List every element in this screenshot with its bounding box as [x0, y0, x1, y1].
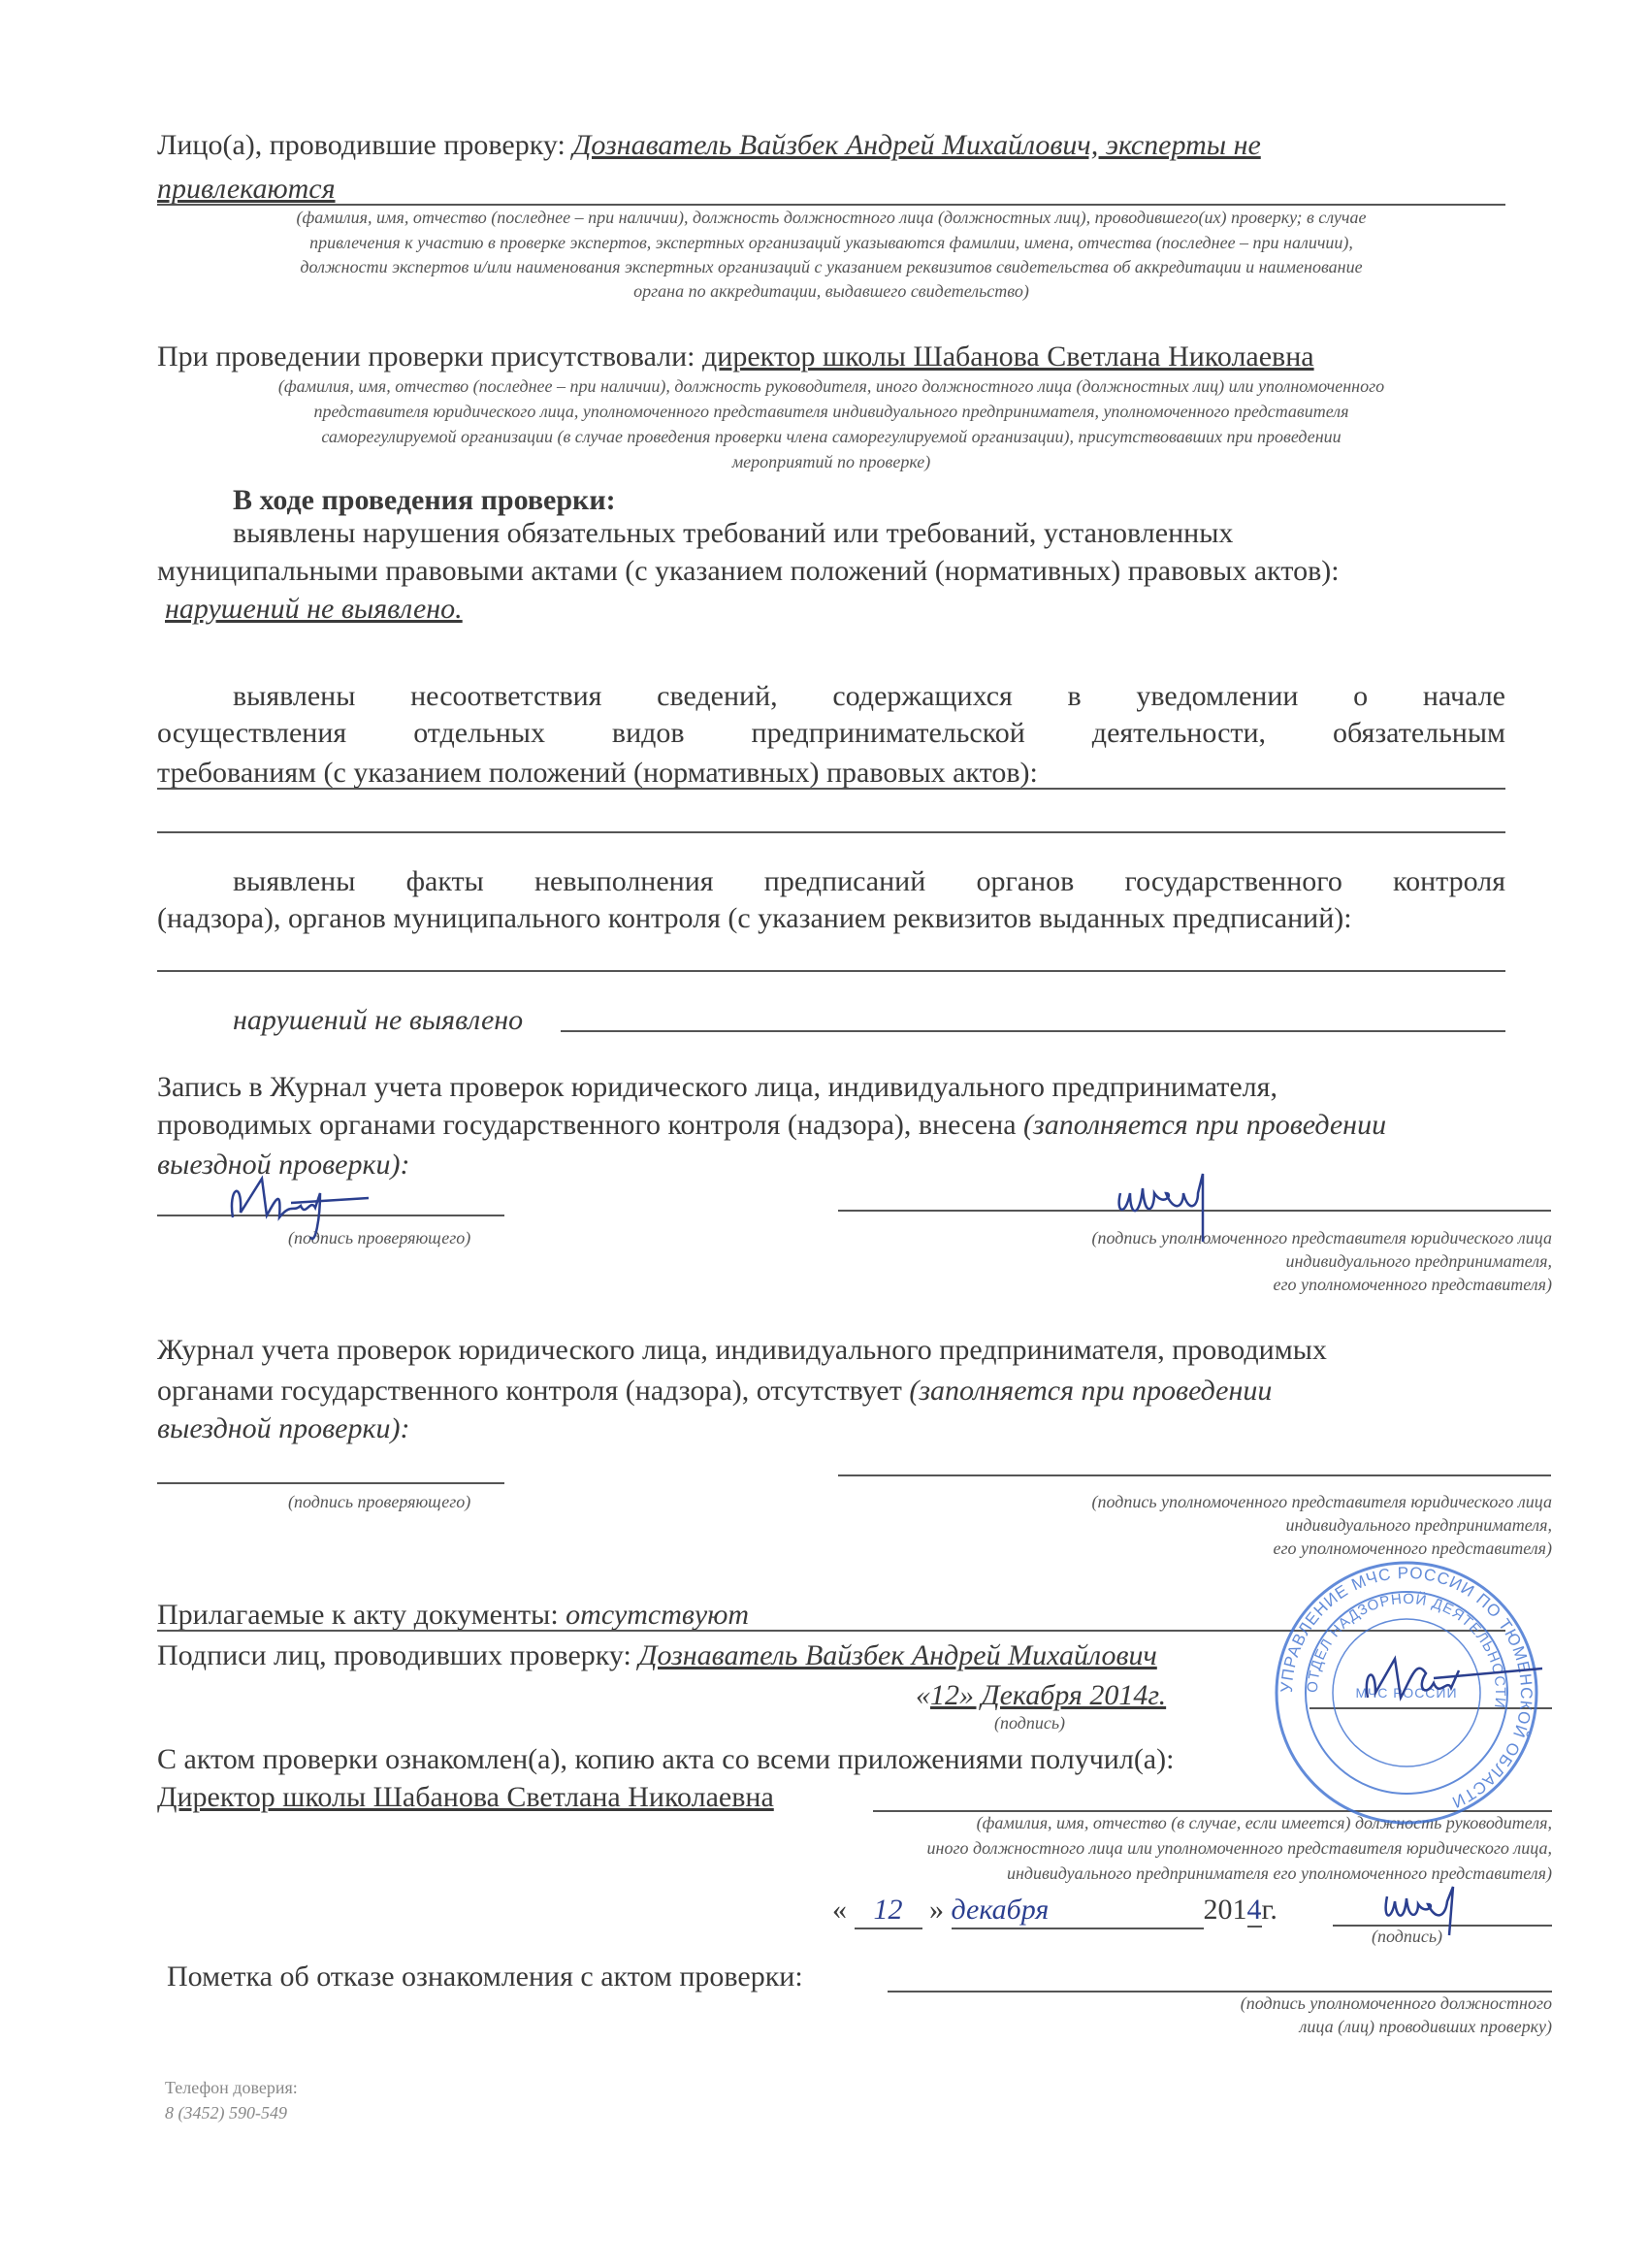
journal-absent-line-2: [157, 1374, 1272, 1409]
inspector-caption: (подпись проверяющего): [288, 1492, 471, 1511]
inspector-caption: (подпись проверяющего): [288, 1228, 471, 1247]
violations-line-2: муниципальными правовыми актами (с указанием положений (нормативных) правовых актов):: [157, 555, 1340, 587]
ack-hint-2: иного должностного лица или уполномоченного представителя юридического лица,: [926, 1838, 1552, 1858]
mismatch-line-2: осуществления отдельных видов предпринимательской деятельности, обязательным: [157, 717, 1505, 749]
journal-entry-note: (заполняется при проведении: [1023, 1109, 1387, 1141]
inspector-signature: [223, 1159, 436, 1256]
stamp-inner-text: ОТДЕЛ НАДЗОРНОЙ ДЕЯТЕЛЬНОСТИ: [1304, 1590, 1509, 1710]
orders-line-2: (надзора), органов муниципального контроля (с указанием реквизитов выданных предписаний):: [157, 902, 1352, 934]
present-value: директор школы Шабанова Светлана Николаевна: [702, 340, 1314, 373]
journal-entry-line-2: [157, 1108, 1386, 1143]
ack-year: 201: [1203, 1894, 1247, 1926]
attachments-row: [157, 1598, 749, 1633]
ack-caption: (подпись): [1372, 1927, 1443, 1946]
attachments-value: отсутствуют: [566, 1599, 750, 1631]
ack-hint-1: (фамилия, имя, отчество (в случае, если имеется) должность руководителя,: [976, 1813, 1552, 1832]
quote: «: [832, 1894, 847, 1926]
inspectors-hint-1: (фамилия, имя, отчество (последнее – при наличии), должность должностного лица (должностных лиц), проводившего(их) проверку; в случае: [296, 208, 1367, 227]
violations-value: нарушений не выявлено.: [165, 593, 463, 625]
underline: [157, 788, 1505, 790]
inspectors-label: Лицо(а), проводившие проверку:: [157, 129, 566, 161]
date-day: 12: [930, 1679, 959, 1711]
refusal-caption-2: лица (лиц) проводивших проверку): [1299, 2017, 1552, 2036]
ack-year-g: г.: [1261, 1894, 1277, 1926]
rep-caption-1: (подпись уполномоченного представителя юридического лица: [1091, 1492, 1552, 1511]
date-rest: » Декабря 2014г.: [959, 1679, 1167, 1711]
rep-caption-2: индивидуального предпринимателя,: [1285, 1251, 1552, 1271]
inspector-signature-final: [1358, 1639, 1552, 1736]
signatures-row: [157, 1638, 1157, 1673]
hotline-phone: 8 (3452) 590-549: [165, 2103, 287, 2122]
present-hint-2: представителя юридического лица, уполномоченного представителя индивидуального предпринимателя, уполномоченного представителя: [313, 402, 1349, 421]
ack-hint-3: индивидуального предпринимателя его уполномоченного представителя): [1006, 1863, 1552, 1883]
stamp-center-text: МЧС РОССИИ: [1355, 1685, 1458, 1701]
rep-caption-2: индивидуального предпринимателя,: [1285, 1515, 1552, 1535]
stamp-outer-text: УПРАВЛЕНИЕ МЧС РОССИИ ПО ТЮМЕНСКОЙ ОБЛАСТИ: [1277, 1563, 1536, 1812]
journal-absent-note: (заполняется при проведении: [909, 1375, 1273, 1407]
ack-year-digit: 4: [1246, 1894, 1262, 1926]
quote: »: [929, 1894, 944, 1926]
present-hint-1: (фамилия, имя, отчество (последнее – при наличии), должность руководителя, иного должностного лица (должностных лиц) или уполномоченного: [277, 376, 1385, 396]
underline: [157, 831, 1505, 833]
present-hint-3: саморегулируемой организации (в случае проведения проверки члена саморегулируемой организации), присутствовавших при проведении: [321, 427, 1342, 446]
ack-day: 12: [855, 1893, 922, 1929]
signatures-date: [916, 1678, 1166, 1713]
violations-line-1: выявлены нарушения обязательных требований или требований, установленных: [233, 517, 1234, 549]
signatures-value: Дознаватель Вайзбек Андрей Михайлович: [638, 1639, 1157, 1671]
mismatch-line-1: выявлены несоответствия сведений, содержащихся в уведомлении о начале: [233, 680, 1505, 712]
orders-line-1: выявлены факты невыполнения предписаний органов государственного контроля: [233, 865, 1505, 897]
inspectors-hint-2: привлечения к участию в проверке экспертов, экспертных организаций указываются фамилии, имена, отчества (последнее – при наличии),: [309, 233, 1353, 252]
inspectors-value-cont: привлекаются: [157, 173, 336, 205]
journal-absent-text: органами государственного контроля (надзора), отсутствует: [157, 1375, 902, 1407]
findings-heading: В ходе проведения проверки:: [233, 484, 616, 516]
inspectors-row: [157, 128, 1261, 163]
rep-signature-line: [838, 1474, 1551, 1476]
ack-month: декабря: [952, 1893, 1204, 1929]
ack-label: С актом проверки ознакомлен(а), копию акта со всеми приложениями получил(а):: [157, 1743, 1175, 1775]
mismatch-line-3: требованиям (с указанием положений (нормативных) правовых актов):: [157, 757, 1038, 789]
quote: «: [916, 1679, 930, 1711]
underline: [157, 970, 1505, 972]
inspectors-hint-4: органа по аккредитации, выдавшего свидетельство): [633, 281, 1029, 301]
inspector-signature-line: [157, 1482, 504, 1484]
rep-signature: [1106, 1154, 1300, 1261]
ack-value: Директор школы Шабанова Светлана Николаевна: [157, 1781, 774, 1813]
refusal-caption-1: (подпись уполномоченного должностного: [1240, 1993, 1552, 2013]
underline: [561, 1030, 1505, 1032]
rep-caption-3: его уполномоченного представителя): [1273, 1539, 1552, 1558]
journal-entry-note-2: выездной проверки):: [157, 1149, 410, 1181]
hotline-label: Телефон доверия:: [165, 2078, 298, 2097]
signatures-label: Подписи лиц, проводивших проверку:: [157, 1639, 631, 1671]
journal-entry-line-1: Запись в Журнал учета проверок юридического лица, индивидуального предпринимателя,: [157, 1071, 1277, 1103]
journal-absent-line-1: Журнал учета проверок юридического лица, индивидуального предпринимателя, проводимых: [157, 1334, 1327, 1366]
present-hint-4: мероприятий по проверке): [731, 452, 931, 471]
rep-caption-3: его уполномоченного представителя): [1273, 1275, 1552, 1294]
present-row: [157, 340, 1314, 374]
journal-entry-text: проводимых органами государственного контроля (надзора), внесена: [157, 1109, 1017, 1141]
inspectors-hint-3: должности экспертов и/или наименования экспертных организаций с указанием реквизитов свидетельства об аккредитации и наименование: [300, 257, 1363, 276]
rep-caption-1: (подпись уполномоченного представителя юридического лица: [1091, 1228, 1552, 1247]
signatures-caption: (подпись): [994, 1713, 1066, 1733]
orders-value: нарушений не выявлено: [233, 1004, 524, 1036]
refusal-label: Пометка об отказе ознакомления с актом проверки:: [167, 1960, 803, 1993]
journal-absent-note-2: выездной проверки):: [157, 1412, 410, 1444]
ack-date: [832, 1893, 1277, 1929]
inspectors-value: Дознаватель Вайзбек Андрей Михайлович, эксперты не: [572, 129, 1261, 161]
attachments-label: Прилагаемые к акту документы:: [157, 1599, 559, 1631]
present-label: При проведении проверки присутствовали:: [157, 340, 695, 373]
